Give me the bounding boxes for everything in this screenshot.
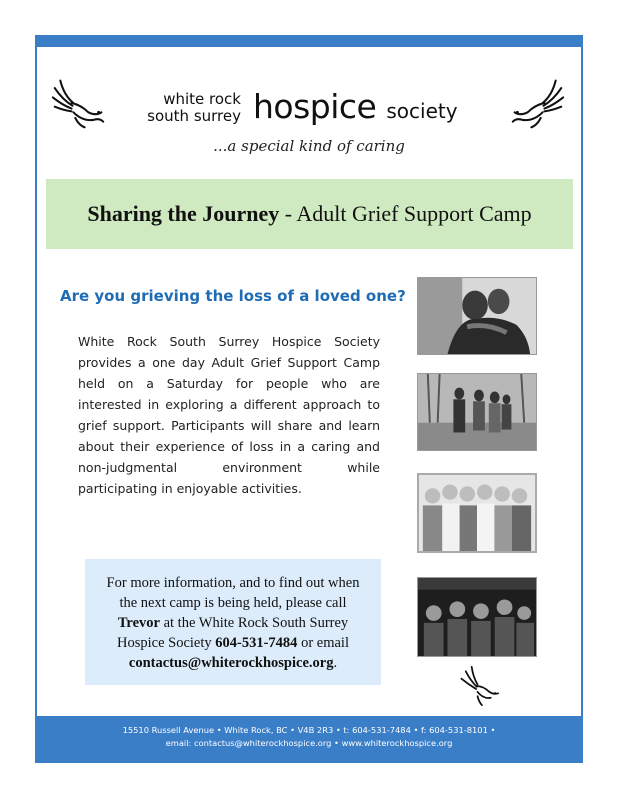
contact-info-box [85, 559, 381, 685]
photo-group-portrait [417, 473, 537, 553]
question-heading: Are you grieving the loss of a loved one? [60, 287, 406, 305]
info-line-3 [85, 613, 381, 633]
title-band [46, 179, 573, 249]
footer-contact: email: contactus@whiterockhospice.org • www.whiterockhospice.org [165, 738, 453, 748]
contact-phone: 604-531-7484 [215, 635, 298, 651]
dove-icon [51, 75, 107, 131]
footer-address: 15510 Russell Avenue • White Rock, BC • V4B 2R3 • t: 604-531-7484 • f: 604-531-8101 • [122, 725, 496, 735]
dove-icon [457, 663, 501, 709]
info-line-1: For more information, and to find out when [106, 575, 360, 591]
flyer-page [35, 35, 583, 763]
dove-icon [509, 75, 565, 131]
title-rest: - Adult Grief Support Camp [279, 201, 532, 226]
tagline: ...a special kind of caring [213, 137, 405, 155]
info-line-2: the next camp is being held, please call [119, 595, 347, 611]
logo-word-hospice: hospice [253, 87, 377, 126]
logo-location [141, 91, 241, 125]
logo-word-society: society [386, 99, 458, 123]
info-email-end: . [333, 655, 338, 671]
logo-line-south-surrey: south surrey [147, 107, 241, 125]
top-color-bar [37, 37, 581, 47]
photo-embrace [417, 277, 537, 355]
body-paragraph: White Rock South Surrey Hospice Society provides a one day Adult Grief Support Camp held on a Saturday for people who are interested in exploring a different approach to grief support. Participants will share and learn about their experience of loss in a caring and non-judgmental environment while participating in enjoyable activities. [78, 334, 380, 496]
photo-walking-group [417, 373, 537, 451]
info-line-4-start: Hospice Society [117, 635, 216, 651]
info-line-5 [85, 653, 381, 673]
society-logo [137, 85, 497, 145]
photo-audience [417, 577, 537, 657]
contact-email[interactable]: contactus@whiterockhospice.org [128, 655, 334, 671]
footer-bar [37, 716, 581, 761]
info-line-4 [85, 633, 381, 653]
contact-name: Trevor [117, 615, 160, 631]
info-line-4-end: or email [297, 635, 349, 651]
title-bold: Sharing the Journey [87, 201, 280, 226]
info-line-3-rest: at the White Rock South Surrey [159, 615, 349, 631]
logo-wordmark [253, 89, 458, 129]
logo-line-white-rock: white rock [163, 90, 241, 108]
